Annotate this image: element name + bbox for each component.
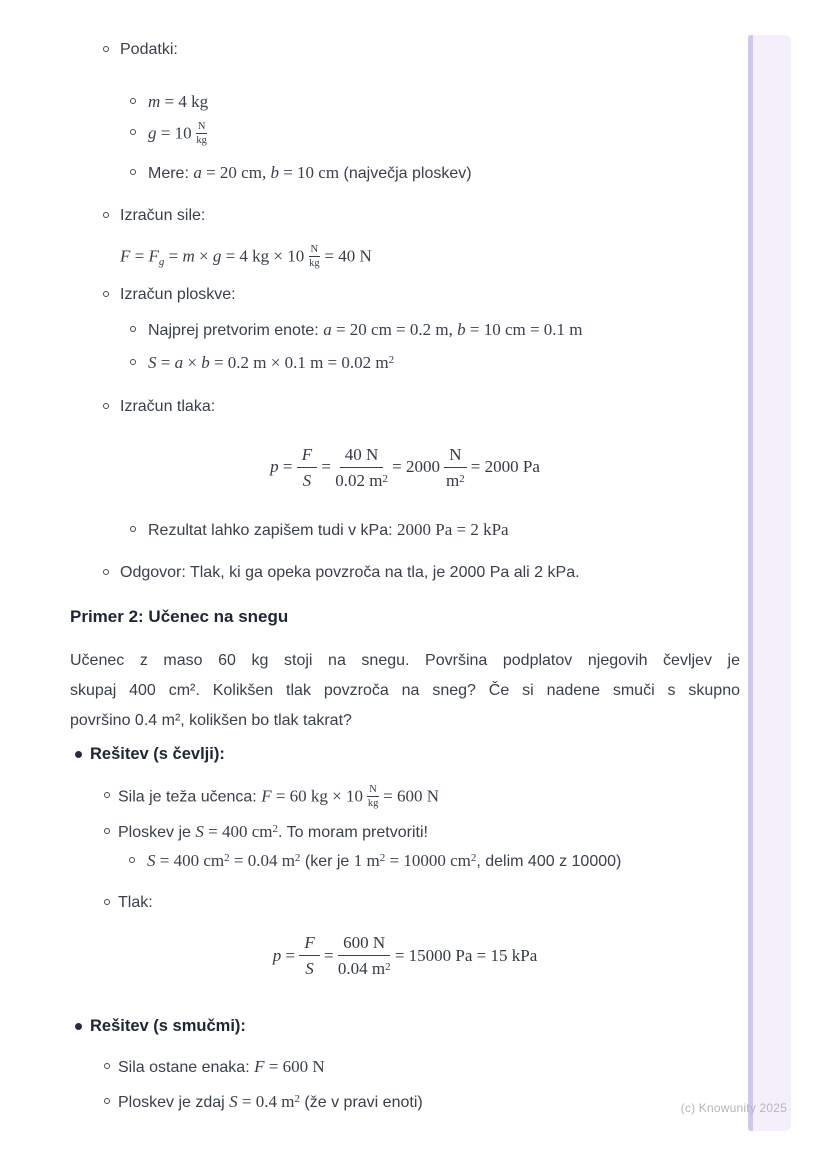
- bullet-icon: [103, 212, 109, 218]
- math-run: p: [272, 945, 282, 965]
- text-run: Ploskev je: [118, 823, 196, 841]
- watermark: (c) Knowunity 2025: [680, 1101, 787, 1115]
- list-item-area-conversion: [70, 849, 740, 875]
- math-run: 2000 Pa = 2 kPa: [397, 520, 509, 540]
- bullet-icon: [104, 1098, 110, 1104]
- bullet-icon: [130, 326, 136, 332]
- force-formula: [70, 244, 740, 270]
- list-item-force-same: [70, 1055, 740, 1080]
- bullet-icon: [103, 291, 109, 297]
- fraction: $\frac{N}{kg}$: [196, 121, 207, 147]
- math-run: ×: [194, 246, 213, 266]
- text-run: (največja ploskev): [339, 165, 472, 183]
- text-run: Sila ostane enaka:: [118, 1058, 255, 1076]
- math-superscript: 2: [388, 354, 395, 367]
- math-run: = 0.04 m: [229, 850, 295, 870]
- math-run: = 4 kg × 10: [221, 246, 309, 266]
- math-run: = 15000 Pa = 15 kPa: [390, 945, 538, 965]
- math-run: = 20 cm,: [201, 163, 271, 183]
- fraction: $\frac{40 N}{0.02 m^2}$: [335, 444, 388, 490]
- list-item-area-skis: [70, 1090, 740, 1116]
- list-item-weight-force: [70, 784, 740, 810]
- math-run: m: [148, 92, 161, 111]
- math-run: ×: [183, 353, 202, 373]
- math-run: = 40 N: [320, 246, 372, 266]
- fraction: $\frac{N}{kg}$: [367, 784, 379, 810]
- section-heading: Primer 2: Učenec na snegu: [70, 607, 289, 627]
- math-run: g: [148, 123, 157, 143]
- list-item-unit-conversion: [70, 318, 740, 343]
- math-run: F: [120, 246, 131, 266]
- math-subscript: g: [158, 256, 165, 269]
- list-item-tlak-label: [70, 891, 740, 915]
- list-item-area-calc: [70, 283, 740, 307]
- bullet-icon: [130, 129, 136, 135]
- bullet-icon: [130, 169, 136, 175]
- answer-text: Odgovor: Tlak, ki ga opeka povzroča na tla, je 2000 Pa ali 2 kPa.: [120, 564, 580, 582]
- list-item-mass: [70, 90, 740, 115]
- math-run: F: [261, 786, 272, 806]
- math-run: = 2000 Pa: [466, 457, 540, 477]
- math-run: b: [201, 353, 210, 373]
- bullet-icon: [129, 857, 135, 863]
- list-item-area-shoes: [70, 820, 740, 846]
- list-label: Izračun ploskve:: [120, 286, 236, 304]
- bullet-icon: [130, 526, 136, 532]
- paragraph-line: površino 0.4 m², kolikšen bo tlak takrat?: [70, 712, 352, 730]
- math-run: =: [278, 457, 297, 477]
- fraction: $\frac{F}{S}$: [297, 444, 317, 492]
- math-run: a: [323, 320, 332, 340]
- text-run: , delim 400 z 10000): [476, 852, 622, 870]
- math-run: 1 m: [353, 850, 380, 870]
- list-item-dimensions: [70, 161, 740, 186]
- math-run: = 600 N: [378, 786, 439, 806]
- math-run: S: [148, 353, 157, 373]
- math-run: =: [130, 246, 149, 266]
- pressure-formula-display-1: [70, 440, 740, 494]
- list-label: Rešitev (s smučmi):: [90, 1016, 246, 1035]
- text-run: Ploskev je zdaj: [118, 1093, 230, 1111]
- bullet-icon: [103, 403, 109, 409]
- math-superscript: 2: [470, 851, 477, 864]
- math-superscript: 2: [379, 851, 386, 864]
- math-run: a: [174, 353, 184, 373]
- bullet-icon: [75, 1023, 82, 1030]
- math-superscript: 2: [272, 822, 278, 835]
- fraction: $\frac{F}{S}$: [299, 932, 319, 980]
- fraction: $\frac{N}{kg}$: [309, 244, 320, 270]
- math-run: g: [212, 246, 222, 266]
- math-run: S: [229, 1091, 238, 1111]
- math-run: =: [281, 945, 300, 965]
- math-run: a: [193, 163, 202, 183]
- paragraph-line: Učenec z maso 60 kg stoji na snegu. Površina podplatov njegovih čevljev je: [70, 652, 740, 670]
- math-run: =: [317, 457, 336, 477]
- bullet-icon: [104, 899, 110, 905]
- bullet-icon: [103, 46, 109, 52]
- list-label: Podatki:: [120, 41, 178, 58]
- list-item-answer: [70, 561, 740, 585]
- list-label: Tlak:: [118, 893, 153, 911]
- text-run: Rezultat lahko zapišem tudi v kPa:: [148, 522, 398, 540]
- math-superscript: 2: [294, 1092, 300, 1105]
- math-run: = 20 cm = 0.2 m,: [331, 320, 458, 340]
- math-run: = 4 kg: [160, 92, 209, 111]
- math-run: = 0.2 m × 0.1 m = 0.02 m: [209, 353, 389, 373]
- math-run: =: [319, 945, 338, 965]
- text-run: Mere:: [148, 165, 194, 183]
- list-item-gravity: [70, 121, 740, 147]
- paragraph-line: skupaj 400 cm². Kolikšen tlak povzroča na sneg? Če si nadene smuči s skupno: [70, 682, 740, 700]
- fraction: $\frac{600 N}{0.04 m^2}$: [337, 932, 391, 979]
- math-run: = 2000: [387, 457, 445, 477]
- list-label: Izračun tlaka:: [120, 398, 216, 416]
- math-run: p: [270, 457, 279, 477]
- math-run: S: [147, 850, 156, 870]
- document-content: [70, 38, 740, 1116]
- math-run: = 10000 cm: [385, 850, 471, 870]
- list-item-area-formula: [70, 351, 740, 377]
- math-run: = 600 N: [264, 1056, 325, 1076]
- list-item-solution-shoes: [70, 742, 740, 766]
- math-run: F: [148, 246, 159, 266]
- bullet-icon: [130, 359, 136, 365]
- list-item-solution-skis: [70, 1014, 740, 1038]
- list-item-podatki: [70, 38, 740, 62]
- list-item-pressure-calc: [70, 395, 740, 419]
- text-run: (ker je: [300, 852, 354, 870]
- list-item-result-kpa: [70, 518, 740, 543]
- bullet-icon: [104, 792, 110, 798]
- math-run: b: [457, 320, 466, 340]
- math-run: S: [195, 821, 204, 841]
- math-run: = 400 cm: [155, 850, 225, 870]
- text-run: (že v pravi enoti): [299, 1093, 423, 1111]
- math-superscript: 2: [224, 851, 230, 864]
- math-run: = 10 cm: [278, 163, 340, 183]
- list-label: Izračun sile:: [120, 207, 206, 225]
- math-run: = 400 cm: [203, 821, 273, 841]
- list-label: Rešitev (s čevlji):: [90, 745, 225, 764]
- math-run: =: [156, 353, 175, 373]
- math-run: F: [254, 1056, 265, 1076]
- bullet-icon: [130, 98, 136, 104]
- bullet-icon: [104, 828, 110, 834]
- scrollbar[interactable]: [748, 35, 791, 1131]
- text-run: . To moram pretvoriti!: [277, 823, 428, 841]
- math-run: = 60 kg × 10: [271, 786, 368, 806]
- math-superscript: 2: [294, 851, 301, 864]
- text-run: Sila je teža učenca:: [118, 788, 262, 806]
- problem-paragraph: [70, 646, 740, 736]
- text-run: Najprej pretvorim enote:: [148, 322, 324, 340]
- bullet-icon: [103, 569, 109, 575]
- pressure-formula-display-2: [70, 929, 740, 983]
- math-run: m: [182, 246, 195, 266]
- math-run: b: [270, 163, 279, 183]
- math-run: = 0.4 m: [237, 1091, 295, 1111]
- math-run: =: [164, 246, 183, 266]
- list-item-force-calc: [70, 204, 740, 228]
- math-run: = 10: [156, 123, 196, 143]
- math-run: = 10 cm = 0.1 m: [465, 320, 583, 340]
- bullet-icon: [75, 751, 82, 758]
- bullet-icon: [104, 1063, 110, 1069]
- fraction: $\frac{N}{m^2}$: [446, 444, 465, 490]
